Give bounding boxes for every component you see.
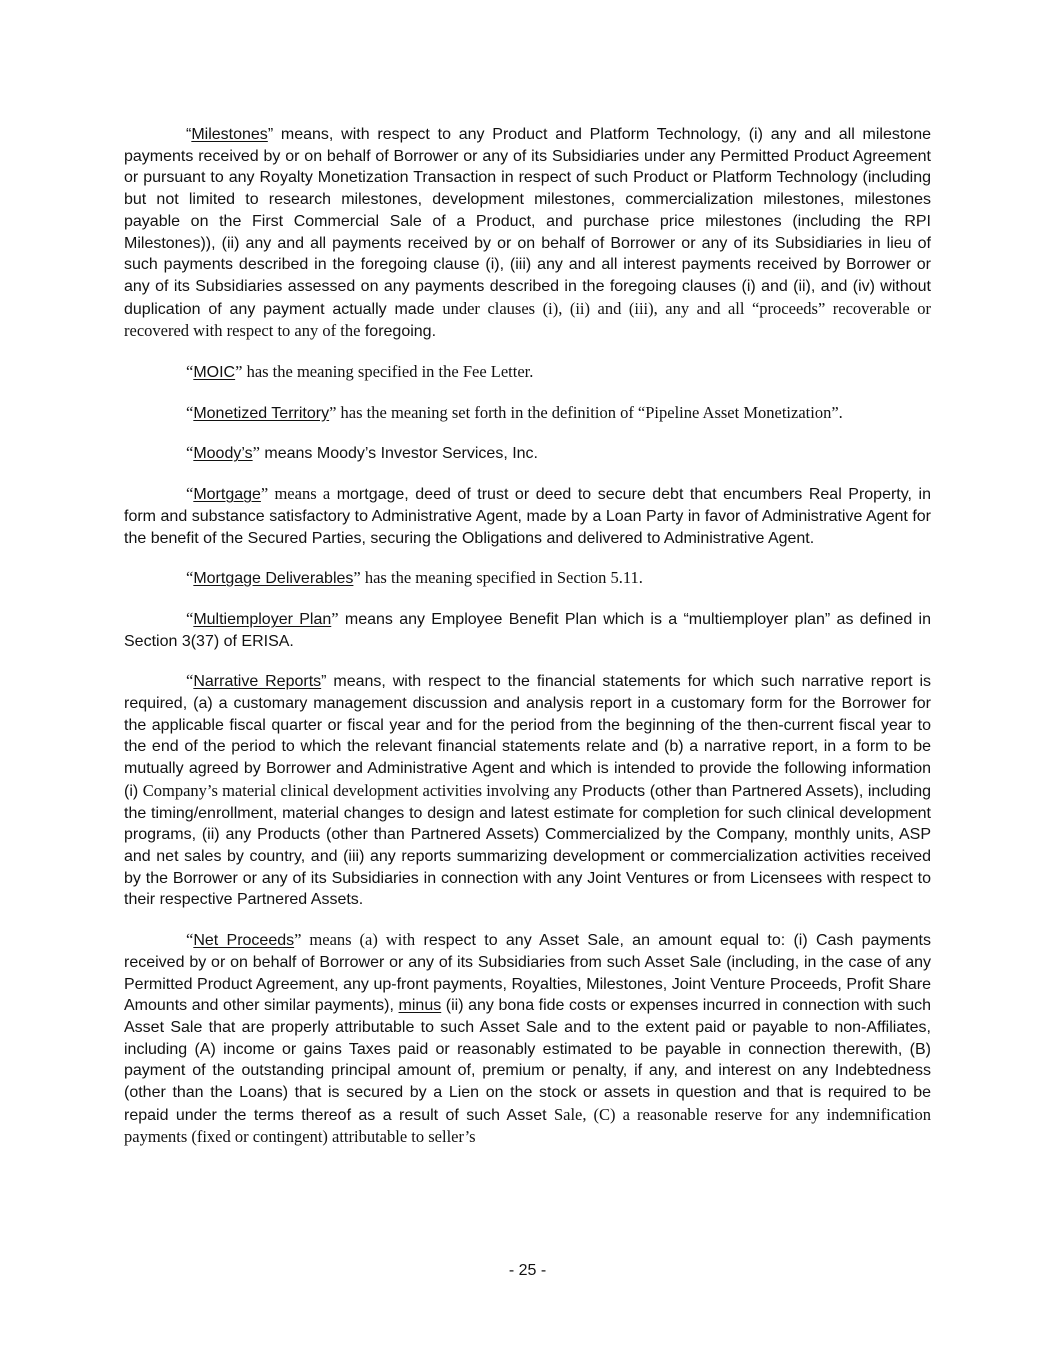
- defined-term: Moody’s: [193, 445, 253, 463]
- definition-body: means Moody’s Investor Services, Inc.: [259, 445, 538, 463]
- definition-moodys: “Moody’s” means Moody’s Investor Services, Inc.: [186, 443, 538, 463]
- defined-term: Multiemployer Plan: [193, 610, 332, 628]
- defined-term: MOIC: [193, 364, 236, 382]
- definition-mortgage-deliverables: “Mortgage Deliverables” has the meaning specified in Section 5.11.: [186, 568, 643, 588]
- definition-body: has the meaning specified in the Fee Letter.: [242, 362, 534, 382]
- page-number: - 25 -: [508, 1262, 547, 1279]
- defined-term: Mortgage Deliverables: [193, 570, 354, 588]
- defined-term: Milestones: [191, 126, 268, 143]
- definition-body: means, with respect to any Product and Platform Technology, (i) any and all milestone payments received by or on behalf of Borrower or any of its Subsidiaries under any Permitted Product Agreement or pursuant to any Royalty Monetization Transaction in respect of such Product or Platform Technology (including but not limited to research milestones, development milestones, commercialization milestones, milestones payable on the First Commercial Sale of a Product, and purchase price milestones (including the RPI Milestones)), (ii) any and all payments received by or on behalf of Borrower or any of its Subsidiaries in lieu of such payments described in the foregoing clause (i), (iii) any and all interest payments received by Borrower or any of its Subsidiaries assessed on any payments described in the foregoing clauses (i) and (ii), and (iv) without duplication of any payment actually made: [124, 126, 931, 318]
- definition-mortgage: “Mortgage” means a mortgage, deed of trust or deed to secure debt that encumbers Real Property, in form and substance satisfactory to Administrative Agent, made by a Loan Party in favor of Administrative Agent for the benefit of the Secured Parties, securing the Obligations and delivered to Administrative Agent.: [124, 484, 931, 547]
- definition-body-serif: under clauses (i), (ii) and (iii), any and all “proceeds” recoverable or recovered with respect to any of the: [124, 298, 932, 341]
- definition-body-tail: Sale, (C) a reasonable reserve for any indemnification payments (fixed or contingent) attributable to seller’s: [124, 1104, 932, 1147]
- defined-term: Mortgage: [193, 486, 261, 504]
- defined-term: Net Proceeds: [193, 932, 295, 950]
- defined-term: Narrative Reports: [193, 673, 322, 691]
- minus-term: minus: [398, 997, 442, 1015]
- definition-body-end: foregoing.: [360, 323, 437, 341]
- definition-body: mortgage, deed of trust or deed to secure debt that encumbers Real Property, in form and substance satisfactory to Administrative Agent, made by a Loan Party in favor of Administrative Agent for the benefit of the Secured Parties, securing the Obligations and delivered to Administrative Agent.: [124, 486, 931, 547]
- definition-narrative-reports: “Narrative Reports” means, with respect to the financial statements for which such narrative report is required, (a) a customary management discussion and analysis report in a customary form for the Borrower for the applicable fiscal quarter or fiscal year and for the period from the beginning of the then-current fiscal year to the end of the period to which the relevant financial statements relate and (b) a narrative report, in a form to be mutually agreed by Borrower and Administrative Agent and which is intended to provide the following information (i) Company’s material clinical development activities involving any Products (other than Partnered Assets), including the timing/enrollment, material changes to design and latest estimate for completion for such clinical development programs, (ii) any Products (other than Partnered Assets) Commercialized by the Company, monthly units, ASP and net sales by country, and (iii) any reports summarizing development or commercialization activities received by the Borrower or any of its Subsidiaries in connection with any Joint Ventures or from Licensees with respect to their respective Partnered Assets.: [124, 671, 932, 909]
- definition-body: has the meaning specified in Section 5.11.: [360, 568, 643, 588]
- definition-monetized-territory: “Monetized Territory” has the meaning set forth in the definition of “Pipeline Asset Monetization”.: [186, 402, 843, 422]
- definition-body-serif: Company’s material clinical development activities involving any: [142, 780, 578, 800]
- definition-body-serif: means a: [268, 484, 331, 504]
- definition-body-end: Products (other than Partnered Assets), including the timing/enrollment, material changes to design and latest estimate for completion for such clinical development programs, (ii) any Products (other than Partnered Assets) Commercialized by the Company, monthly units, ASP and net sales by country, and (iii) any reports summarizing development or commercialization activities received by the Borrower or any of its Subsidiaries in connection with any Joint Ventures or from Licensees with respect to their respective Partnered Assets.: [124, 782, 932, 909]
- definition-body: means, with respect to the financial statements for which such narrative report is required, (a) a customary management discussion and analysis report in a customary form for the Borrower for the applicable fiscal quarter or fiscal year and for the period from the beginning of the then-current fiscal year to the end of the period to which the relevant financial statements relate and (b) a narrative report, in a form to be mutually agreed by Borrower and Administrative Agent and which is intended to provide the following information (i): [124, 673, 932, 800]
- definition-net-proceeds: “Net Proceeds” means (a) with respect to any Asset Sale, an amount equal to: (i) Cash payments received by or on behalf of Borrower or any of its Subsidiaries from such Asset Sale (including, in the case of any Permitted Product Agreement, any up-front payments, Royalties, Milestones, Joint Venture Proceeds, Profit Share Amounts and other similar payments), minus (ii) any bona fide costs or expenses incurred in connection with such Asset Sale that are properly attributable to such Asset Sale and to the extent paid or payable to non-Affiliates, including (A) income or gains Taxes paid or reasonably estimated to be payable in connection therewith, (B) payment of the outstanding principal amount of, premium or penalty, if any, and interest on any Indebtedness (other than the Loans) that is secured by a Lien on the stock or assets in question and that is required to be repaid under the terms thereof as a result of such Asset Sale, (C) a reasonable reserve for any indemnification payments (fixed or contingent) attributable to seller’s: [124, 930, 932, 1147]
- definition-moic: “MOIC” has the meaning specified in the Fee Letter.: [186, 362, 534, 382]
- definition-body: means any Employee Benefit Plan which is a “multiemployer plan” as defined in Section 3(37) of ERISA.: [124, 610, 931, 650]
- definition-multiemployer-plan: “Multiemployer Plan” means any Employee Benefit Plan which is a “multiemployer plan” as defined in Section 3(37) of ERISA.: [124, 608, 931, 650]
- definition-milestones: “Milestones” means, with respect to any Product and Platform Technology, (i) any and all milestone payments received by or on behalf of Borrower or any of its Subsidiaries under any Permitted Product Agreement or pursuant to any Royalty Monetization Transaction in respect of such Product or Platform Technology (including but not limited to research milestones, development milestones, commercialization milestones, milestones payable on the First Commercial Sale of a Product, and purchase price milestones (including the RPI Milestones)), (ii) any and all payments received by or on behalf of Borrower or any of its Subsidiaries in lieu of such payments described in the foregoing clause (i), (iii) any and all interest payments received by Borrower or any of its Subsidiaries assessed on any payments described in the foregoing clauses (i) and (ii), and (iv) without duplication of any payment actually made under clauses (i), (ii) and (iii), any and all “proceeds” recoverable or recovered with respect to any of the foregoing.: [124, 126, 932, 341]
- definition-body: has the meaning set forth in the definition of “Pipeline Asset Monetization”.: [336, 402, 843, 422]
- definition-body-2: (ii) any bona fide costs or expenses incurred in connection with such Asset Sale that are properly attributable to such Asset Sale and to the extent paid or payable to non-Affiliates, including (A) income or gains Taxes paid or reasonably estimated to be payable in connection therewith, (B) payment of the outstanding principal amount of, premium or penalty, if any, and interest on any Indebtedness (other than the Loans) that is secured by a Lien on the stock or assets in question and that is required to be repaid under the terms thereof as a result of such Asset: [124, 997, 931, 1124]
- document-page: [124, 124, 931, 1167]
- definition-body: respect to any Asset Sale, an amount equal to: (i) Cash payments received by or on behalf of Borrower or any of its Subsidiaries from such Asset Sale (including, in the case of any Permitted Product Agreement, any up-front payments, Royalties, Milestones, Joint Venture Proceeds, Profit Share Amounts and other similar payments),: [124, 932, 931, 1015]
- defined-term: Monetized Territory: [193, 404, 330, 422]
- definition-body-serif-lead: means (a) with: [301, 930, 416, 950]
